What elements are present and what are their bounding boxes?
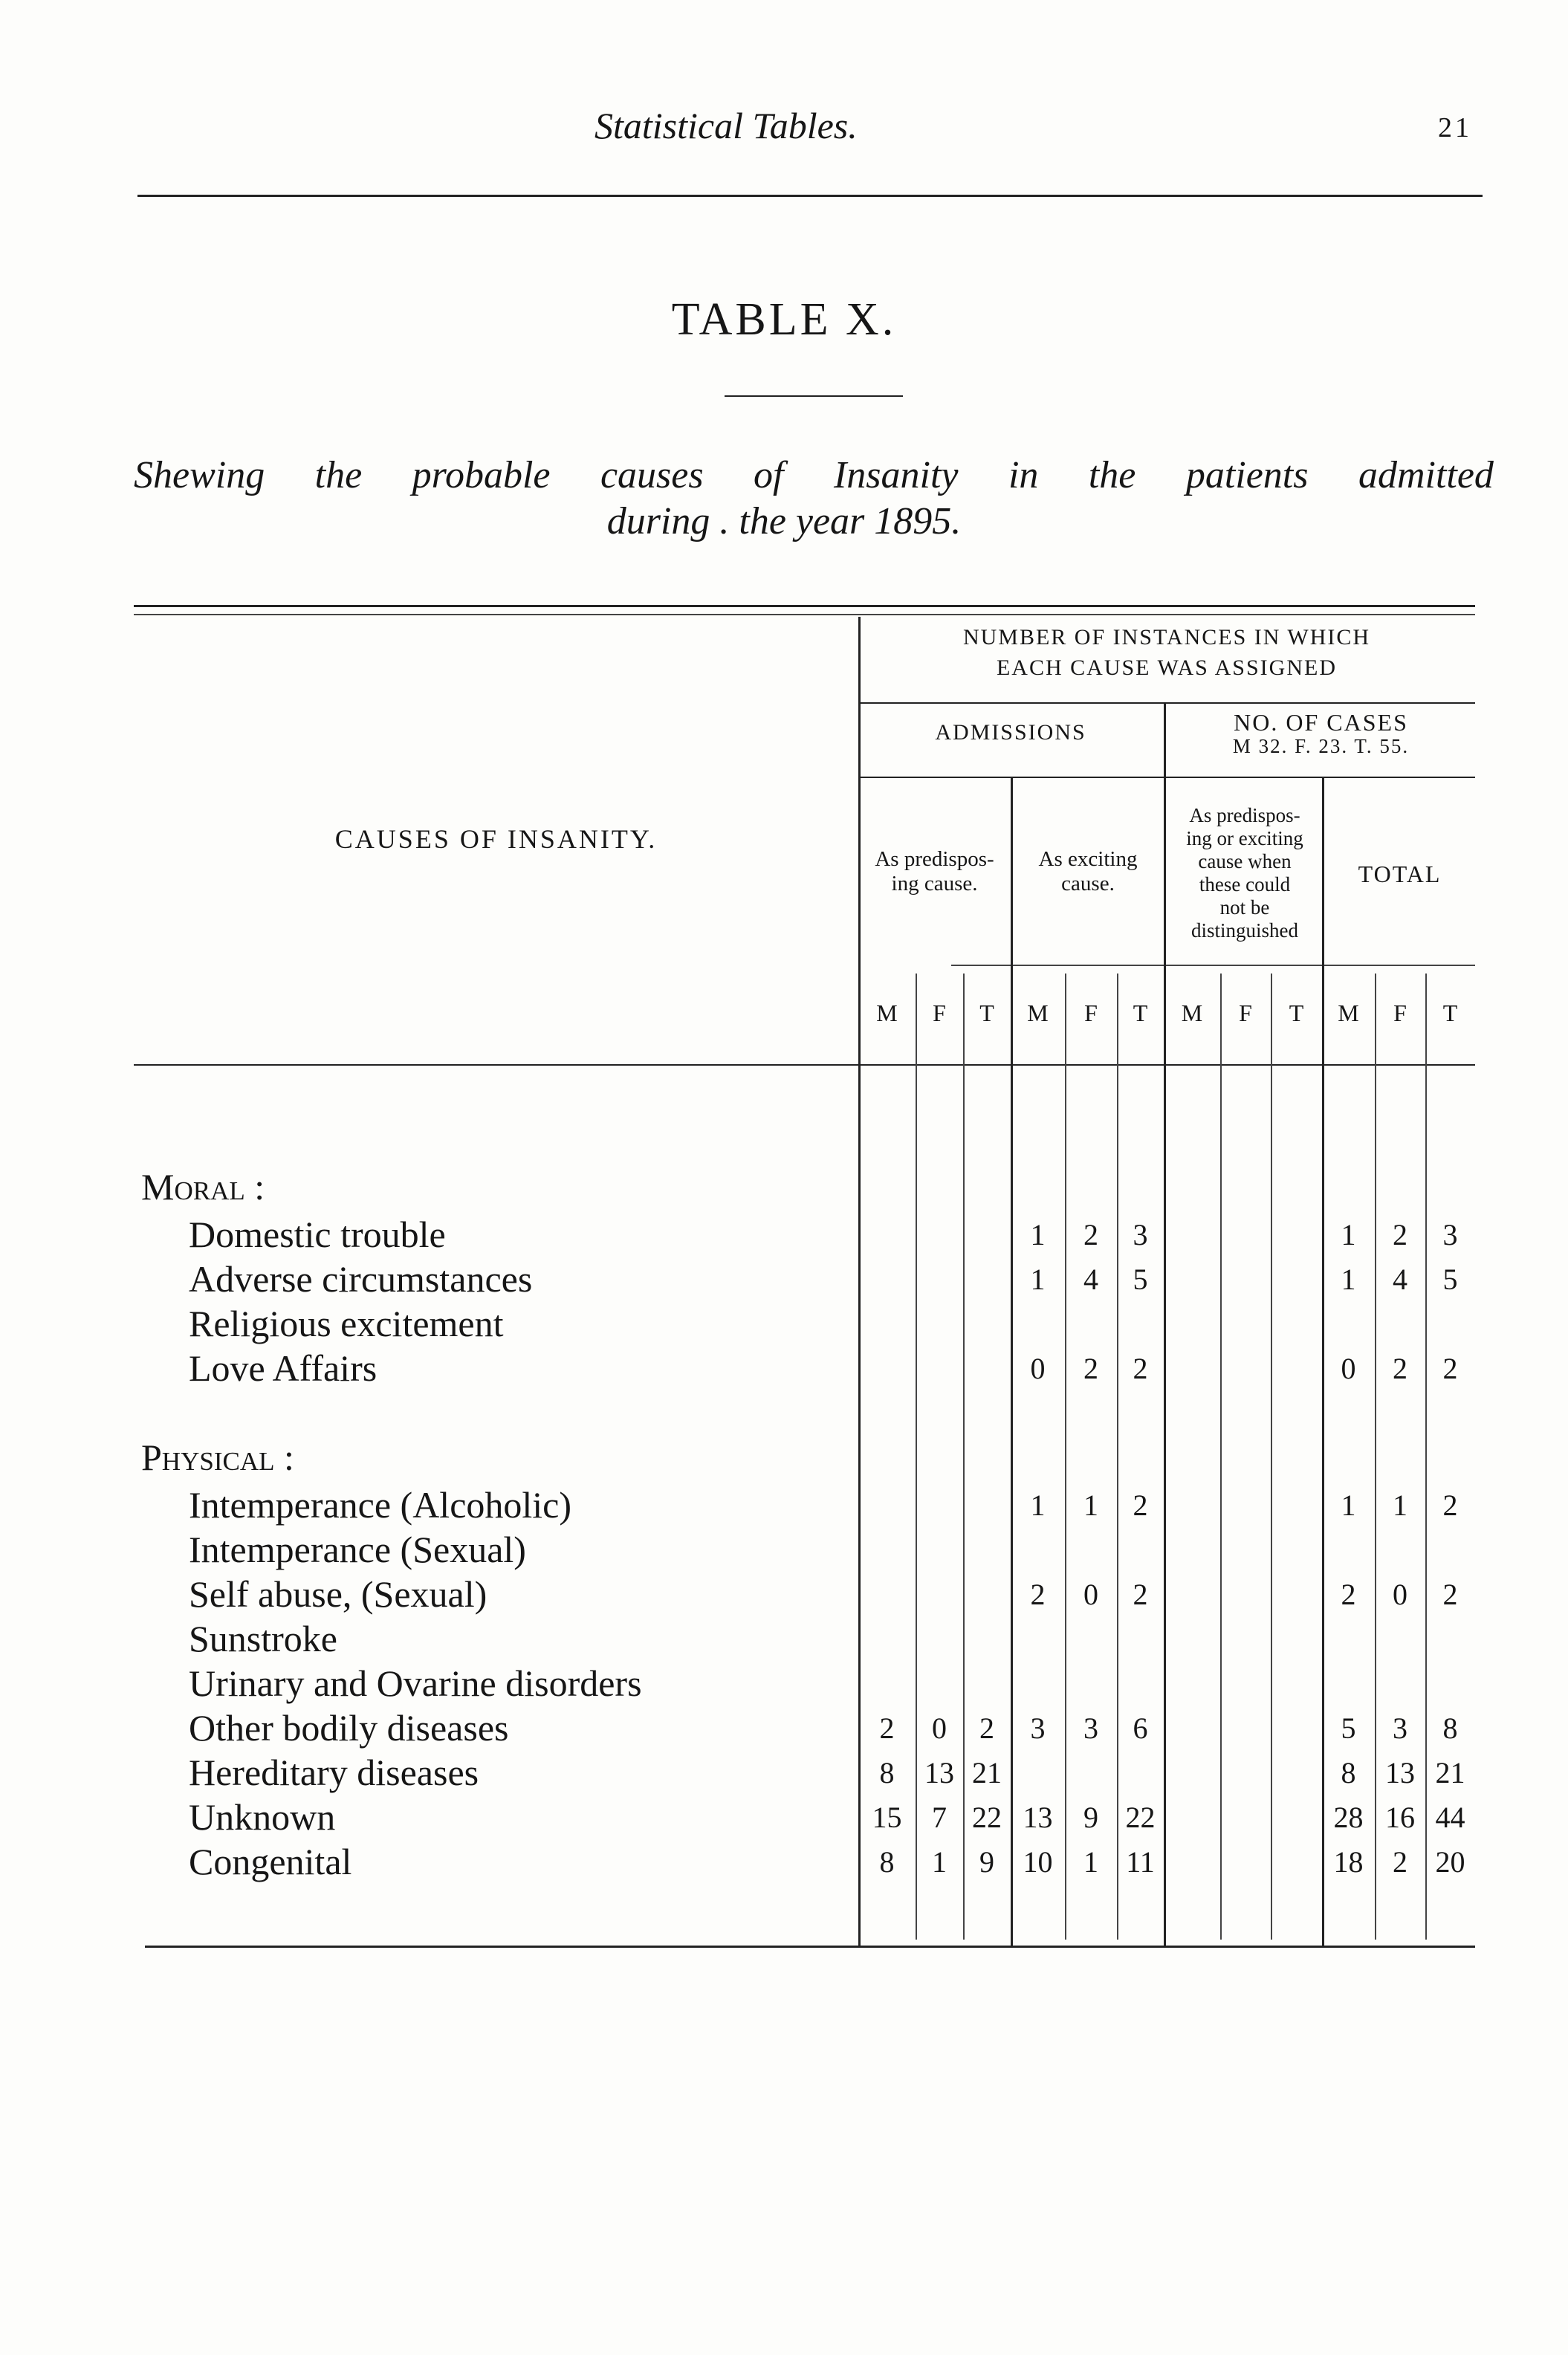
table-cell: 1 <box>1030 1218 1046 1251</box>
table-cell: 5 <box>1442 1263 1458 1296</box>
subtitle-word: Shewing <box>134 454 265 496</box>
column-rule <box>916 974 917 1940</box>
mft-header: M <box>1181 1000 1203 1026</box>
table-cell: 5 <box>1133 1263 1148 1296</box>
row-label: Domestic trouble <box>189 1214 446 1255</box>
table-cell: 2 <box>1083 1218 1098 1251</box>
header-number-line-2: EACH CAUSE WAS ASSIGNED <box>996 655 1337 680</box>
mft-header: M <box>1027 1000 1049 1026</box>
table-cell: 28 <box>1333 1801 1364 1834</box>
header-bottom-rule <box>134 1064 1475 1066</box>
header-rule-4 <box>951 965 1475 966</box>
table-cell: 11 <box>1126 1845 1155 1879</box>
row-label: Sunstroke <box>189 1618 337 1659</box>
table-cell: 2 <box>1393 1352 1407 1385</box>
row-label: Unknown <box>189 1796 336 1838</box>
table-cell: 2 <box>979 1711 994 1745</box>
table-cell: 0 <box>932 1711 947 1745</box>
header-total: TOTAL <box>1358 861 1442 887</box>
header-number-line-1: NUMBER OF INSTANCES IN WHICH <box>962 625 1371 650</box>
column-rule <box>963 974 965 1940</box>
header-undistinguished-l3: cause when <box>1198 850 1292 873</box>
column-rule <box>1425 974 1427 1940</box>
table-cell: 18 <box>1333 1845 1364 1879</box>
row-label: Adverse circumstances <box>189 1258 533 1300</box>
subtitle-word: in <box>1008 454 1039 496</box>
row-label: Intemperance (Sexual) <box>189 1529 526 1570</box>
column-rule <box>1271 974 1272 1940</box>
header-undistinguished-l1: As predispos- <box>1189 804 1300 826</box>
mft-header: T <box>1442 1000 1458 1026</box>
mft-header: F <box>1239 1000 1252 1026</box>
table-top-rule <box>134 605 1475 607</box>
table-cell: 3 <box>1442 1218 1458 1251</box>
table-cell: 1 <box>1030 1263 1046 1296</box>
table-cell: 22 <box>972 1801 1002 1834</box>
header-admissions: ADMISSIONS <box>935 720 1086 745</box>
subtitle-word: of <box>754 454 784 496</box>
header-undistinguished-l2: ing or exciting <box>1186 827 1303 850</box>
section-moral: Moral : <box>141 1166 265 1208</box>
table-cell: 8 <box>1442 1711 1458 1745</box>
table-cell: 3 <box>1030 1711 1046 1745</box>
header-undistinguished-l6: distinguished <box>1190 919 1298 942</box>
table-cell: 20 <box>1435 1845 1465 1879</box>
table-cell: 2 <box>1133 1352 1148 1385</box>
subtitle-word: probable <box>412 454 551 496</box>
table-cell: 8 <box>1341 1756 1356 1789</box>
page-number: 21 <box>1438 112 1472 143</box>
header-predisposing <box>858 847 1011 897</box>
table-cell: 1 <box>1083 1845 1098 1879</box>
header-undistinguished-l4: these could <box>1199 873 1291 896</box>
table-cell: 2 <box>1393 1218 1407 1251</box>
table-cell: 1 <box>932 1845 947 1879</box>
mft-header: F <box>933 1000 946 1026</box>
table-top-rule-2 <box>134 614 1475 615</box>
table-cell: 3 <box>1083 1711 1098 1745</box>
header-rule <box>137 195 1483 197</box>
table-cell: 7 <box>932 1801 947 1834</box>
row-label: Urinary and Ovarine disorders <box>189 1662 642 1704</box>
header-rule-2 <box>858 702 1475 704</box>
table-cell: 8 <box>879 1756 895 1789</box>
table-cell: 13 <box>1385 1756 1415 1789</box>
section-physical: Physical : <box>141 1436 294 1478</box>
header-exciting <box>1012 847 1164 897</box>
table-cell: 6 <box>1133 1711 1148 1745</box>
mft-header: F <box>1084 1000 1098 1026</box>
title-underline <box>725 395 903 397</box>
table-cell: 1 <box>1341 1218 1356 1251</box>
table-bottom-rule <box>145 1946 1475 1948</box>
table-cell: 5 <box>1341 1711 1356 1745</box>
mft-header: T <box>1133 1000 1148 1026</box>
header-no-of-cases-label: NO. OF CASES <box>1234 709 1408 736</box>
col-divider-left <box>858 617 861 1946</box>
column-rule <box>1065 974 1066 1940</box>
table-cell: 0 <box>1083 1578 1098 1611</box>
table-cell: 9 <box>979 1845 994 1879</box>
table-cell: 2 <box>1442 1489 1458 1522</box>
header-undistinguished-l5: not be <box>1219 896 1270 919</box>
table-cell: 2 <box>1083 1352 1098 1385</box>
table-cell: 0 <box>1393 1578 1407 1611</box>
row-label: Religious excitement <box>189 1303 504 1344</box>
row-label: Congenital <box>189 1841 352 1882</box>
running-header-title: Statistical Tables. <box>595 105 858 146</box>
table-cell: 4 <box>1393 1263 1407 1296</box>
table-cell: 3 <box>1393 1711 1407 1745</box>
table-cell: 1 <box>1341 1263 1356 1296</box>
header-rule-3 <box>858 777 1475 778</box>
mft-header: F <box>1393 1000 1407 1026</box>
header-exciting-l2: cause. <box>1061 872 1115 896</box>
subtitle-word: causes <box>600 454 704 496</box>
table-cell: 2 <box>1133 1578 1148 1611</box>
header-predisposing-l1: As predispos- <box>875 847 994 871</box>
subtitle-word: patients <box>1185 454 1309 496</box>
table-cell: 1 <box>1341 1489 1356 1522</box>
mft-header: M <box>876 1000 898 1026</box>
mft-header: T <box>1289 1000 1304 1026</box>
header-no-of-cases-counts: M 32. F. 23. T. 55. <box>1232 734 1410 757</box>
header-exciting-l1: As exciting <box>1038 847 1138 871</box>
table-cell: 2 <box>1442 1578 1458 1611</box>
table-cell: 1 <box>1393 1489 1407 1522</box>
table-cell: 44 <box>1435 1801 1465 1834</box>
row-label: Other bodily diseases <box>189 1707 509 1749</box>
table-cell: 1 <box>1083 1489 1098 1522</box>
header-predisposing-l2: ing cause. <box>891 872 978 896</box>
mft-header: T <box>979 1000 994 1026</box>
header-undistinguished <box>1167 804 1323 942</box>
subtitle-word: the <box>1088 454 1136 496</box>
table-cell: 3 <box>1133 1218 1148 1251</box>
column-rule <box>1220 974 1222 1940</box>
header-no-of-cases <box>1167 710 1475 757</box>
table-cell: 16 <box>1385 1801 1415 1834</box>
subtitle-word: the <box>314 454 363 496</box>
row-label: Intemperance (Alcoholic) <box>189 1484 572 1526</box>
subtitle-line-1 <box>134 453 1494 497</box>
table-cell: 21 <box>1435 1756 1465 1789</box>
table-cell: 13 <box>924 1756 954 1789</box>
table-cell: 2 <box>1133 1489 1148 1522</box>
row-label: Self abuse, (Sexual) <box>189 1573 487 1615</box>
table-cell: 1 <box>1030 1489 1046 1522</box>
table-cell: 4 <box>1083 1263 1098 1296</box>
table-cell: 21 <box>972 1756 1002 1789</box>
subtitle-word: admitted <box>1358 454 1494 496</box>
header-causes-of-insanity: CAUSES OF INSANITY. <box>334 824 658 854</box>
table-cell: 15 <box>872 1801 902 1834</box>
table-cell: 10 <box>1023 1845 1053 1879</box>
subtitle-word: Insanity <box>833 454 959 496</box>
mft-header: M <box>1338 1000 1359 1026</box>
column-rule <box>1375 974 1376 1940</box>
table-title: TABLE X. <box>671 294 897 345</box>
subtitle-line-2: during . the year 1895. <box>606 500 962 542</box>
header-number-of-instances <box>858 623 1475 683</box>
table-cell: 2 <box>879 1711 895 1745</box>
table-cell: 9 <box>1083 1801 1098 1834</box>
table-cell: 22 <box>1125 1801 1156 1834</box>
table-cell: 13 <box>1023 1801 1053 1834</box>
row-label: Love Affairs <box>189 1347 378 1389</box>
row-label: Hereditary diseases <box>189 1752 479 1793</box>
table-cell: 2 <box>1393 1845 1407 1879</box>
table-cell: 8 <box>879 1845 895 1879</box>
table-cell: 0 <box>1341 1352 1356 1385</box>
column-rule <box>1117 974 1118 1940</box>
table-cell: 2 <box>1341 1578 1356 1611</box>
table-cell: 2 <box>1030 1578 1046 1611</box>
col-divider-adm-cases <box>1164 703 1166 1946</box>
table-cell: 2 <box>1442 1352 1458 1385</box>
table-cell: 0 <box>1030 1352 1046 1385</box>
